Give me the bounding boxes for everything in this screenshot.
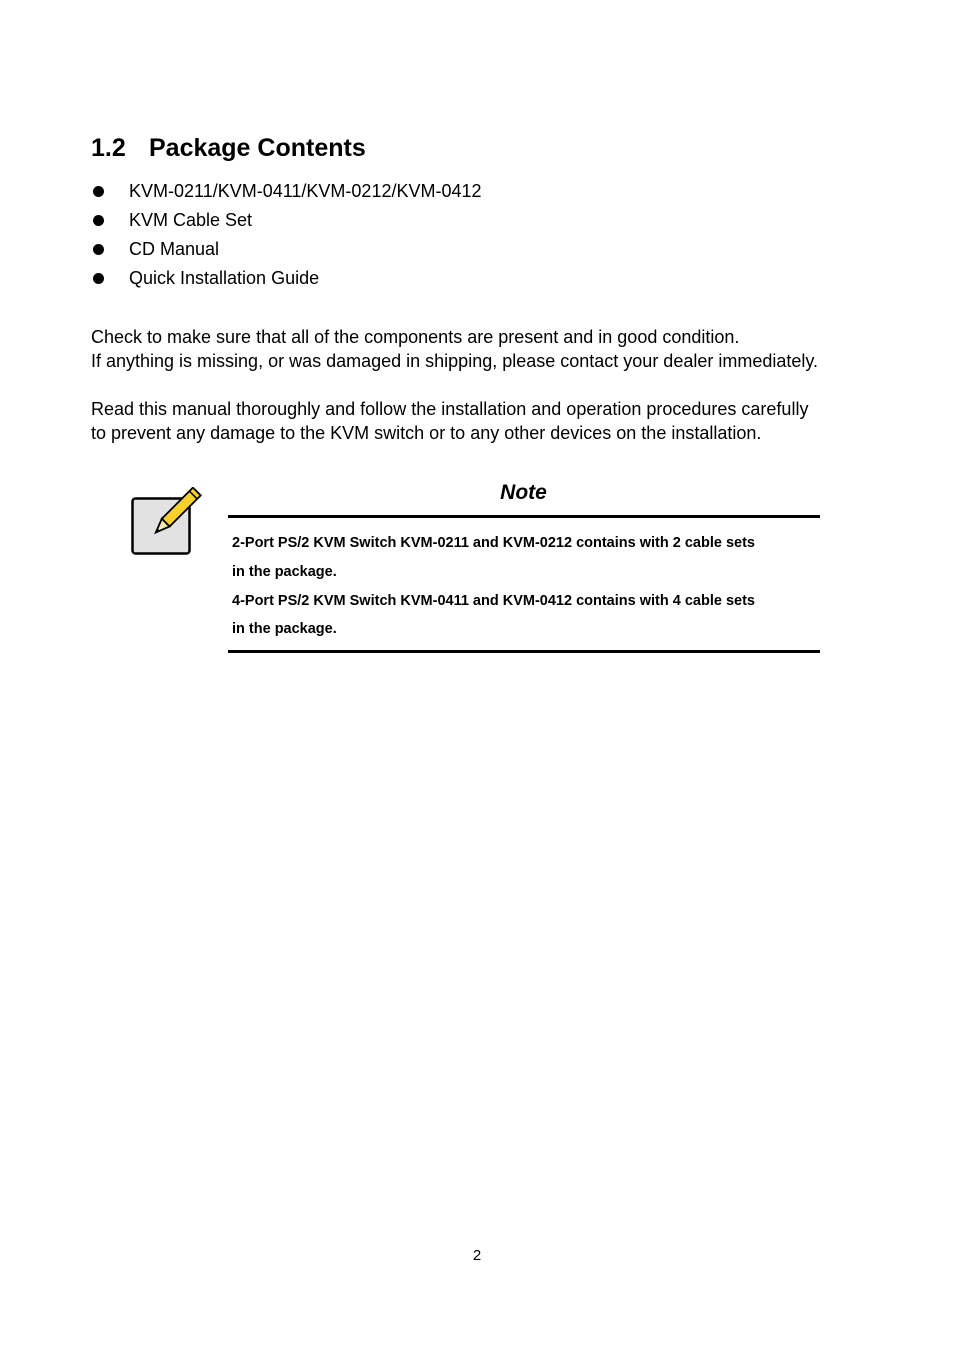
package-contents-list — [91, 177, 482, 293]
paragraph-line: Read this manual thoroughly and follow the installation and operation procedures carefully — [91, 399, 809, 419]
note-line: in the package. — [232, 563, 337, 580]
list-item-text: KVM-0211/KVM-0411/KVM-0212/KVM-0412 — [129, 181, 482, 201]
bullet-icon — [93, 273, 104, 284]
note-bottom-rule — [228, 650, 820, 653]
page-number: 2 — [472, 1247, 482, 1264]
section-heading — [91, 132, 366, 164]
note-body — [232, 529, 832, 644]
list-item — [91, 264, 482, 293]
list-item — [91, 206, 482, 235]
section-number: 1.2 — [91, 134, 126, 162]
note-title: Note — [500, 481, 547, 504]
paragraph-line: Check to make sure that all of the components are present and in good condition. — [91, 327, 740, 347]
check-components-paragraph — [91, 325, 881, 373]
list-item-text: Quick Installation Guide — [129, 268, 320, 288]
section-title: Package Contents — [149, 134, 366, 162]
note-top-rule — [228, 515, 820, 518]
list-item-text: CD Manual — [129, 239, 220, 259]
pencil-note-icon — [128, 487, 202, 559]
paragraph-line: to prevent any damage to the KVM switch or to any other devices on the installation. — [91, 423, 762, 443]
bullet-icon — [93, 215, 104, 226]
note-line: in the package. — [232, 621, 337, 638]
list-item — [91, 177, 482, 206]
note-line: 2-Port PS/2 KVM Switch KVM-0211 and KVM-0212 contains with 2 cable sets — [232, 535, 755, 551]
bullet-icon — [93, 244, 104, 255]
list-item — [91, 235, 482, 264]
paragraph-line: If anything is missing, or was damaged in shipping, please contact your dealer immediately. — [91, 351, 819, 371]
list-item-text: KVM Cable Set — [129, 210, 253, 230]
bullet-icon — [93, 186, 104, 197]
note-line: 4-Port PS/2 KVM Switch KVM-0411 and KVM-0412 contains with 4 cable sets — [232, 592, 755, 609]
read-manual-paragraph — [91, 397, 881, 445]
